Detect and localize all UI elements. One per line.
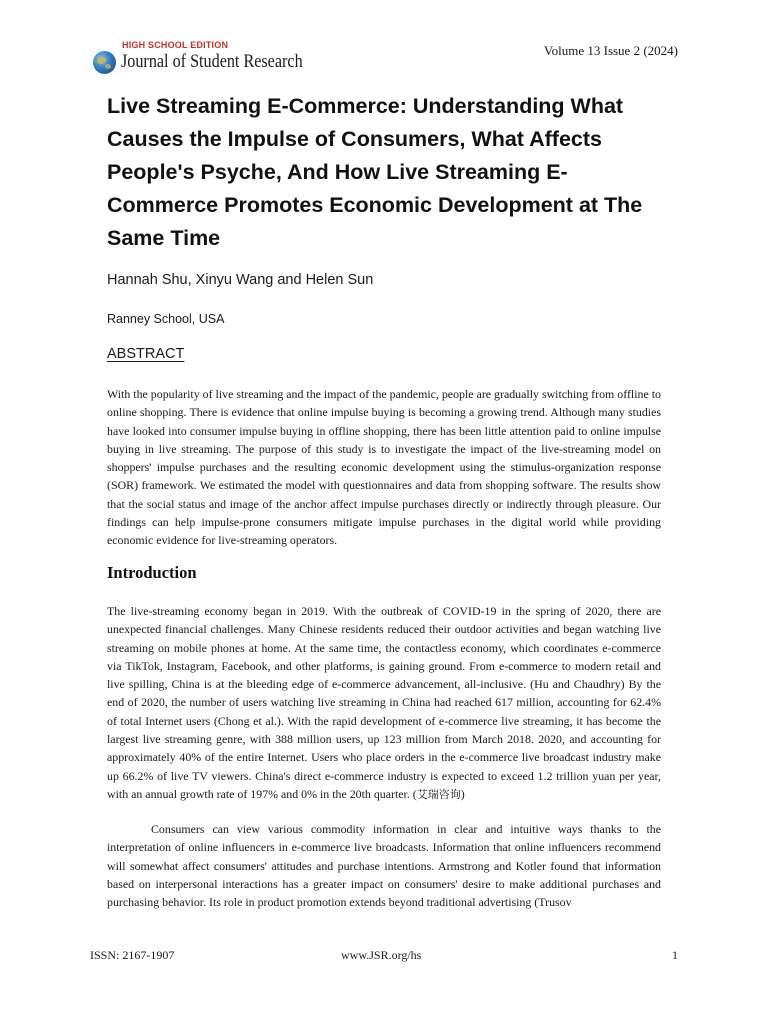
- abstract-heading: ABSTRACT: [107, 346, 185, 362]
- abstract-text: With the popularity of live streaming and the impact of the pandemic, people are gradually switching from offline to online shopping. There is evidence that online impulse buying is becoming a growing trend. Although many studies have looked into consumer impulse buying in offline shopping, there has been little attention paid to online impulse buying in live streaming. The purpose of this study is to investigate the impact of the live-streaming model on shoppers' impulse purchases and the resulting economic development using the stimulus-organization response (SOR) framework. We estimated the model with questionnaires and data from shopping software. The results show that the social status and image of the anchor affect impulse purchases directly or indirectly through pleasure. Our findings can help impulse-prone consumers mitigate impulse purchases in the digital world while providing economic evidence for live-streaming operators.: [107, 387, 661, 548]
- article-title: Live Streaming E-Commerce: Understanding What Causes the Impulse of Consumers, What Affects People's Psyche, And How Live Streaming E-Commerce Promotes Economic Development at The Same Time: [107, 94, 643, 250]
- footer-issn: ISSN: 2167-1907: [90, 948, 175, 962]
- intro-paragraph-1-text: The live-streaming economy began in 2019. With the outbreak of COVID-19 in the spring of 2020, there are unexpected financial challenges. Many Chinese residents reduced their outdoor activities and began watching live streaming on mobile phones at home. At the same time, the contactless economy, which coordinates e-commerce via TikTok, Instagram, Facebook, and other platforms, is gaining ground. From e-commerce to modern retail and live spilling, China is at the bleeding edge of e-commerce advancement, all-inclusive. (Hu and Chaudhry) By the end of 2020, the number of users watching live streaming in China had reached 617 million, accounting for 62.4% of total Internet users (Chong et al.). With the rapid development of e-commerce live streaming, it has become the largest live streaming genre, with 388 million users, up 123 million from March 2018. 2020, and accounting for approximately 40% of the entire Internet. Users who place orders in the e-commerce live broadcast industry make up 66.2% of live TV viewers. China's direct e-commerce industry is expected to exceed 1.2 trillion yuan per year, with an annual growth rate of 197% and 0% in the 20th quarter. (: [107, 604, 661, 801]
- author-affiliation: Ranney School, USA: [107, 312, 225, 326]
- intro-citation-close: ): [460, 786, 465, 801]
- intro-paragraph-2: Consumers can view various commodity information in clear and intuitive ways thanks to the interpretation of online influencers in e-commerce live broadcasts. Information that online influencers recommend will somewhat affect consumers' attitudes and purchase intentions. Armstrong and Kotler found that information based on interpersonal interactions has a greater impact on consumers' desire to make additional purchases and purchasing behavior. Its role in product promotion extends beyond traditional advertising (Trusov: [107, 822, 661, 910]
- journal-logo: [92, 40, 303, 78]
- introduction-heading: Introduction: [107, 563, 197, 582]
- intro-paragraph-1: [107, 602, 661, 804]
- journal-edition-label: HIGH SCHOOL EDITION: [122, 40, 229, 50]
- footer-url[interactable]: www.JSR.org/hs: [341, 948, 422, 962]
- page-number: 1: [672, 948, 678, 962]
- volume-issue: Volume 13 Issue 2 (2024): [543, 43, 678, 58]
- intro-citation: 艾瑞咨询: [416, 787, 461, 801]
- journal-name: Journal of Student Research: [121, 51, 303, 72]
- globe-icon: [93, 51, 116, 74]
- article-authors: Hannah Shu, Xinyu Wang and Helen Sun: [107, 272, 374, 288]
